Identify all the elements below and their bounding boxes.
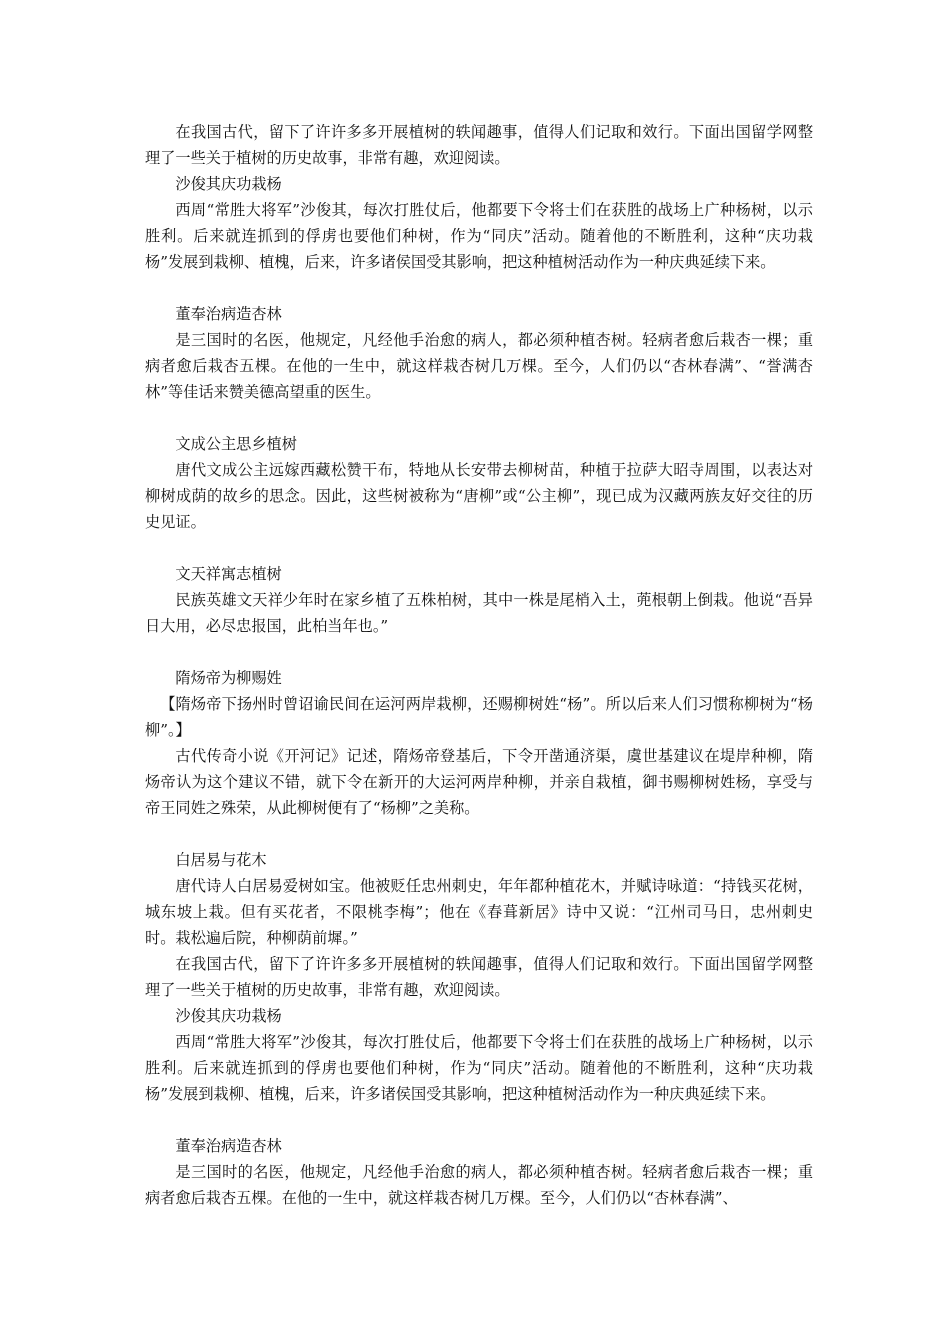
body-paragraph: 是三国时的名医，他规定，凡经他手治愈的病人，都必须种植杏树。轻病者愈后栽杏一棵；重病者愈后栽杏五棵。在他的一生中，就这样栽杏树几万棵。至今，人们仍以“杏林春满”、 [145, 1163, 813, 1207]
section-heading: 文天祥寓志植树 [175, 565, 282, 583]
section-heading: 文成公主思乡植树 [175, 435, 297, 453]
body-paragraph: 古代传奇小说《开河记》记述，隋炀帝登基后，下令开凿通济渠，虞世基建议在堤岸种柳，隋炀帝认为这个建议不错，就下令在新开的大运河两岸种柳，并亲自栽植，御书赐柳树姓杨，享受与帝王同姓之殊荣，从此柳树便有了“杨柳”之美称。 [145, 747, 813, 817]
body-paragraph: 民族英雄文天祥少年时在家乡植了五株柏树，其中一株是尾梢入土，蔸根朝上倒栽。他说“吾异日大用，必尽忠报国，此柏当年也。” [145, 591, 813, 635]
body-paragraph: 西周“常胜大将军”沙俊其，每次打胜仗后，他都要下令将士们在获胜的战场上广种杨树，以示胜利。后来就连抓到的俘虏也要他们种树，作为“同庆”活动。随着他的不断胜利，这种“庆功栽杨”发展到栽柳、植槐，后来，许多诸侯国受其影响，把这种植树活动作为一种庆典延续下来。 [145, 201, 813, 271]
body-paragraph: 西周“常胜大将军”沙俊其，每次打胜仗后，他都要下令将士们在获胜的战场上广种杨树，以示胜利。后来就连抓到的俘虏也要他们种树，作为“同庆”活动。随着他的不断胜利，这种“庆功栽杨”发展到栽柳、植槐，后来，许多诸侯国受其影响，把这种植树活动作为一种庆典延续下来。 [145, 1033, 813, 1103]
section-heading: 白居易与花木 [175, 851, 267, 869]
body-paragraph: 在我国古代，留下了许许多多开展植树的轶闻趣事，值得人们记取和效行。下面出国留学网整理了一些关于植树的历史故事，非常有趣，欢迎阅读。 [145, 123, 813, 167]
bracketed-note: 【隋炀帝下扬州时曾诏谕民间在运河两岸栽柳，还赐柳树姓“杨”。所以后来人们习惯称柳树为“杨柳”。】 [145, 695, 813, 739]
section-heading: 隋炀帝为柳赐姓 [175, 669, 282, 687]
section-heading: 沙俊其庆功栽杨 [175, 175, 282, 193]
document-body [145, 119, 813, 1211]
paragraph-spacer [145, 639, 813, 665]
paragraph-spacer [145, 1107, 813, 1133]
body-paragraph: 是三国时的名医，他规定，凡经他手治愈的病人，都必须种植杏树。轻病者愈后栽杏一棵；重病者愈后栽杏五棵。在他的一生中，就这样栽杏树几万棵。至今，人们仍以“杏林春满”、“誉满杏林”等佳话来赞美德高望重的医生。 [145, 331, 813, 401]
section-heading: 董奉治病造杏林 [175, 305, 282, 323]
paragraph-spacer [145, 821, 813, 847]
section-heading: 董奉治病造杏林 [175, 1137, 282, 1155]
body-paragraph: 在我国古代，留下了许许多多开展植树的轶闻趣事，值得人们记取和效行。下面出国留学网整理了一些关于植树的历史故事，非常有趣，欢迎阅读。 [145, 955, 813, 999]
paragraph-spacer [145, 275, 813, 301]
body-paragraph: 唐代文成公主远嫁西藏松赞干布，特地从长安带去柳树苗，种植于拉萨大昭寺周围，以表达对柳树成荫的故乡的思念。因此，这些树被称为“唐柳”或“公主柳”，现已成为汉藏两族友好交往的历史见证。 [145, 461, 813, 531]
body-paragraph: 唐代诗人白居易爱树如宝。他被贬任忠州刺史，年年都种植花木，并赋诗咏道：“持钱买花树，城东坡上栽。但有买花者，不限桃李梅”；他在《春葺新居》诗中又说：“江州司马日，忠州刺史时。栽松遍后院，种柳荫前墀。” [145, 877, 813, 947]
paragraph-spacer [145, 405, 813, 431]
section-heading: 沙俊其庆功栽杨 [175, 1007, 282, 1025]
paragraph-spacer [145, 535, 813, 561]
